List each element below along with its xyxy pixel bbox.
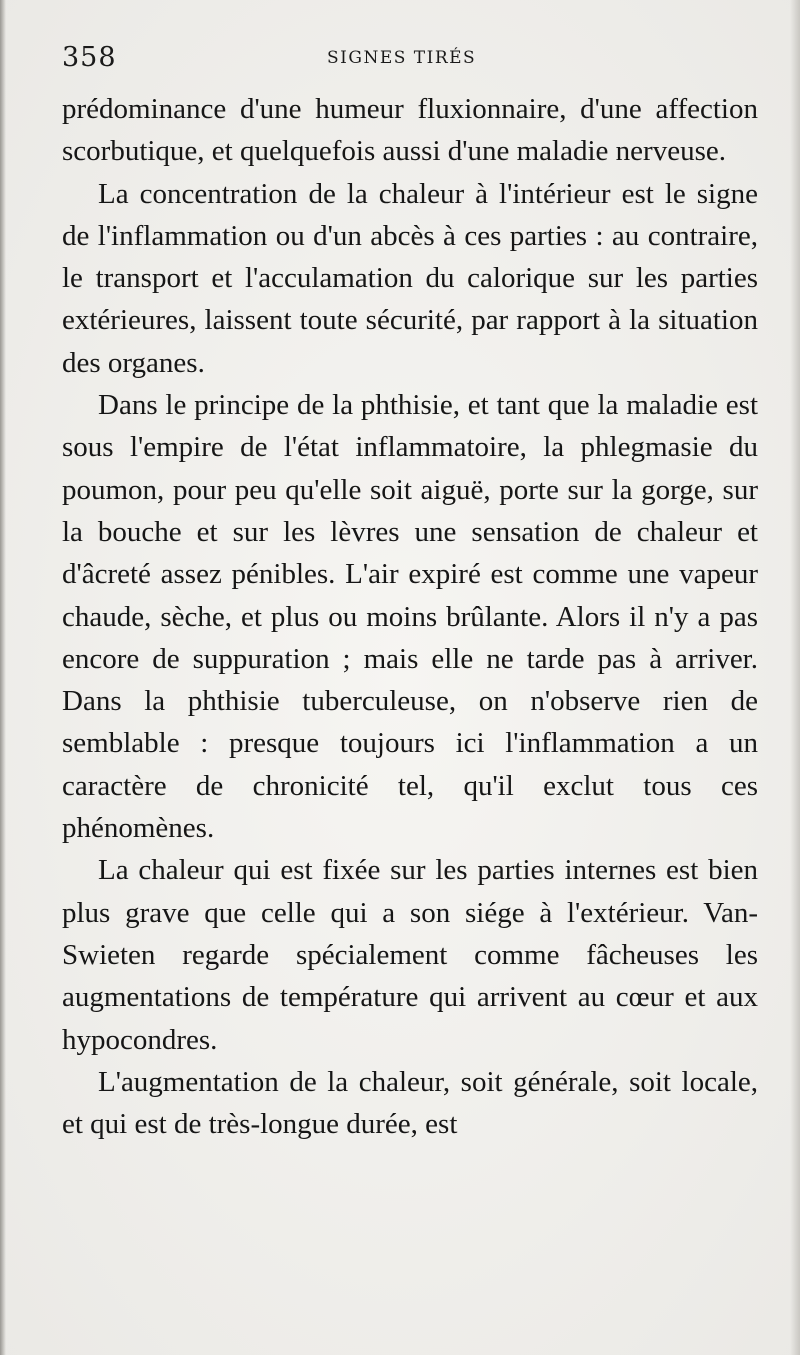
paragraph: L'augmentation de la chaleur, soit générale, soit locale, et qui est de très-longue durée, est (62, 1065, 758, 1141)
paragraph-continued: prédominance d'une humeur fluxionnaire, d'une affection scorbutique, et quelquefois aussi d'une maladie nerveuse. (62, 93, 758, 168)
body-text (62, 88, 758, 1145)
page-header (62, 42, 752, 76)
page-shadow-left (0, 0, 6, 1355)
paragraph: Dans le principe de la phthisie, et tant que la maladie est sous l'empire de l'état inflammatoire, la phlegmasie du poumon, pour peu qu'elle soit aiguë, porte sur la gorge, sur la bouche et sur les lèvres une sensation de chaleur et d'âcreté assez pénibles. L'air expiré est comme une vapeur chaude, sèche, et plus ou moins brûlante. Alors il n'y a pas encore de suppuration ; mais elle ne tarde pas à arriver. Dans la phthisie tuberculeuse, on n'observe rien de semblable : presque toujours ici l'inflammation a un caractère de chronicité tel, qu'il exclut tous ces phénomènes. (62, 389, 758, 845)
running-title: SIGNES TIRÉS (327, 48, 477, 68)
paragraph: La concentration de la chaleur à l'intérieur est le signe de l'inflammation ou d'un abcès à ces parties : au contraire, le transport et l'acculamation du calorique sur les parties extérieures, laissent toute sécurité, par rapport à la situation des organes. (62, 177, 758, 379)
page-shadow-right (790, 0, 800, 1355)
paragraph: La chaleur qui est fixée sur les parties internes est bien plus grave que celle qui a son siége à l'extérieur. Van-Swieten regarde spécialement comme fâcheuses les augmentations de température qui arrivent au cœur et aux hypocondres. (62, 854, 758, 1056)
page-number: 358 (62, 42, 117, 73)
